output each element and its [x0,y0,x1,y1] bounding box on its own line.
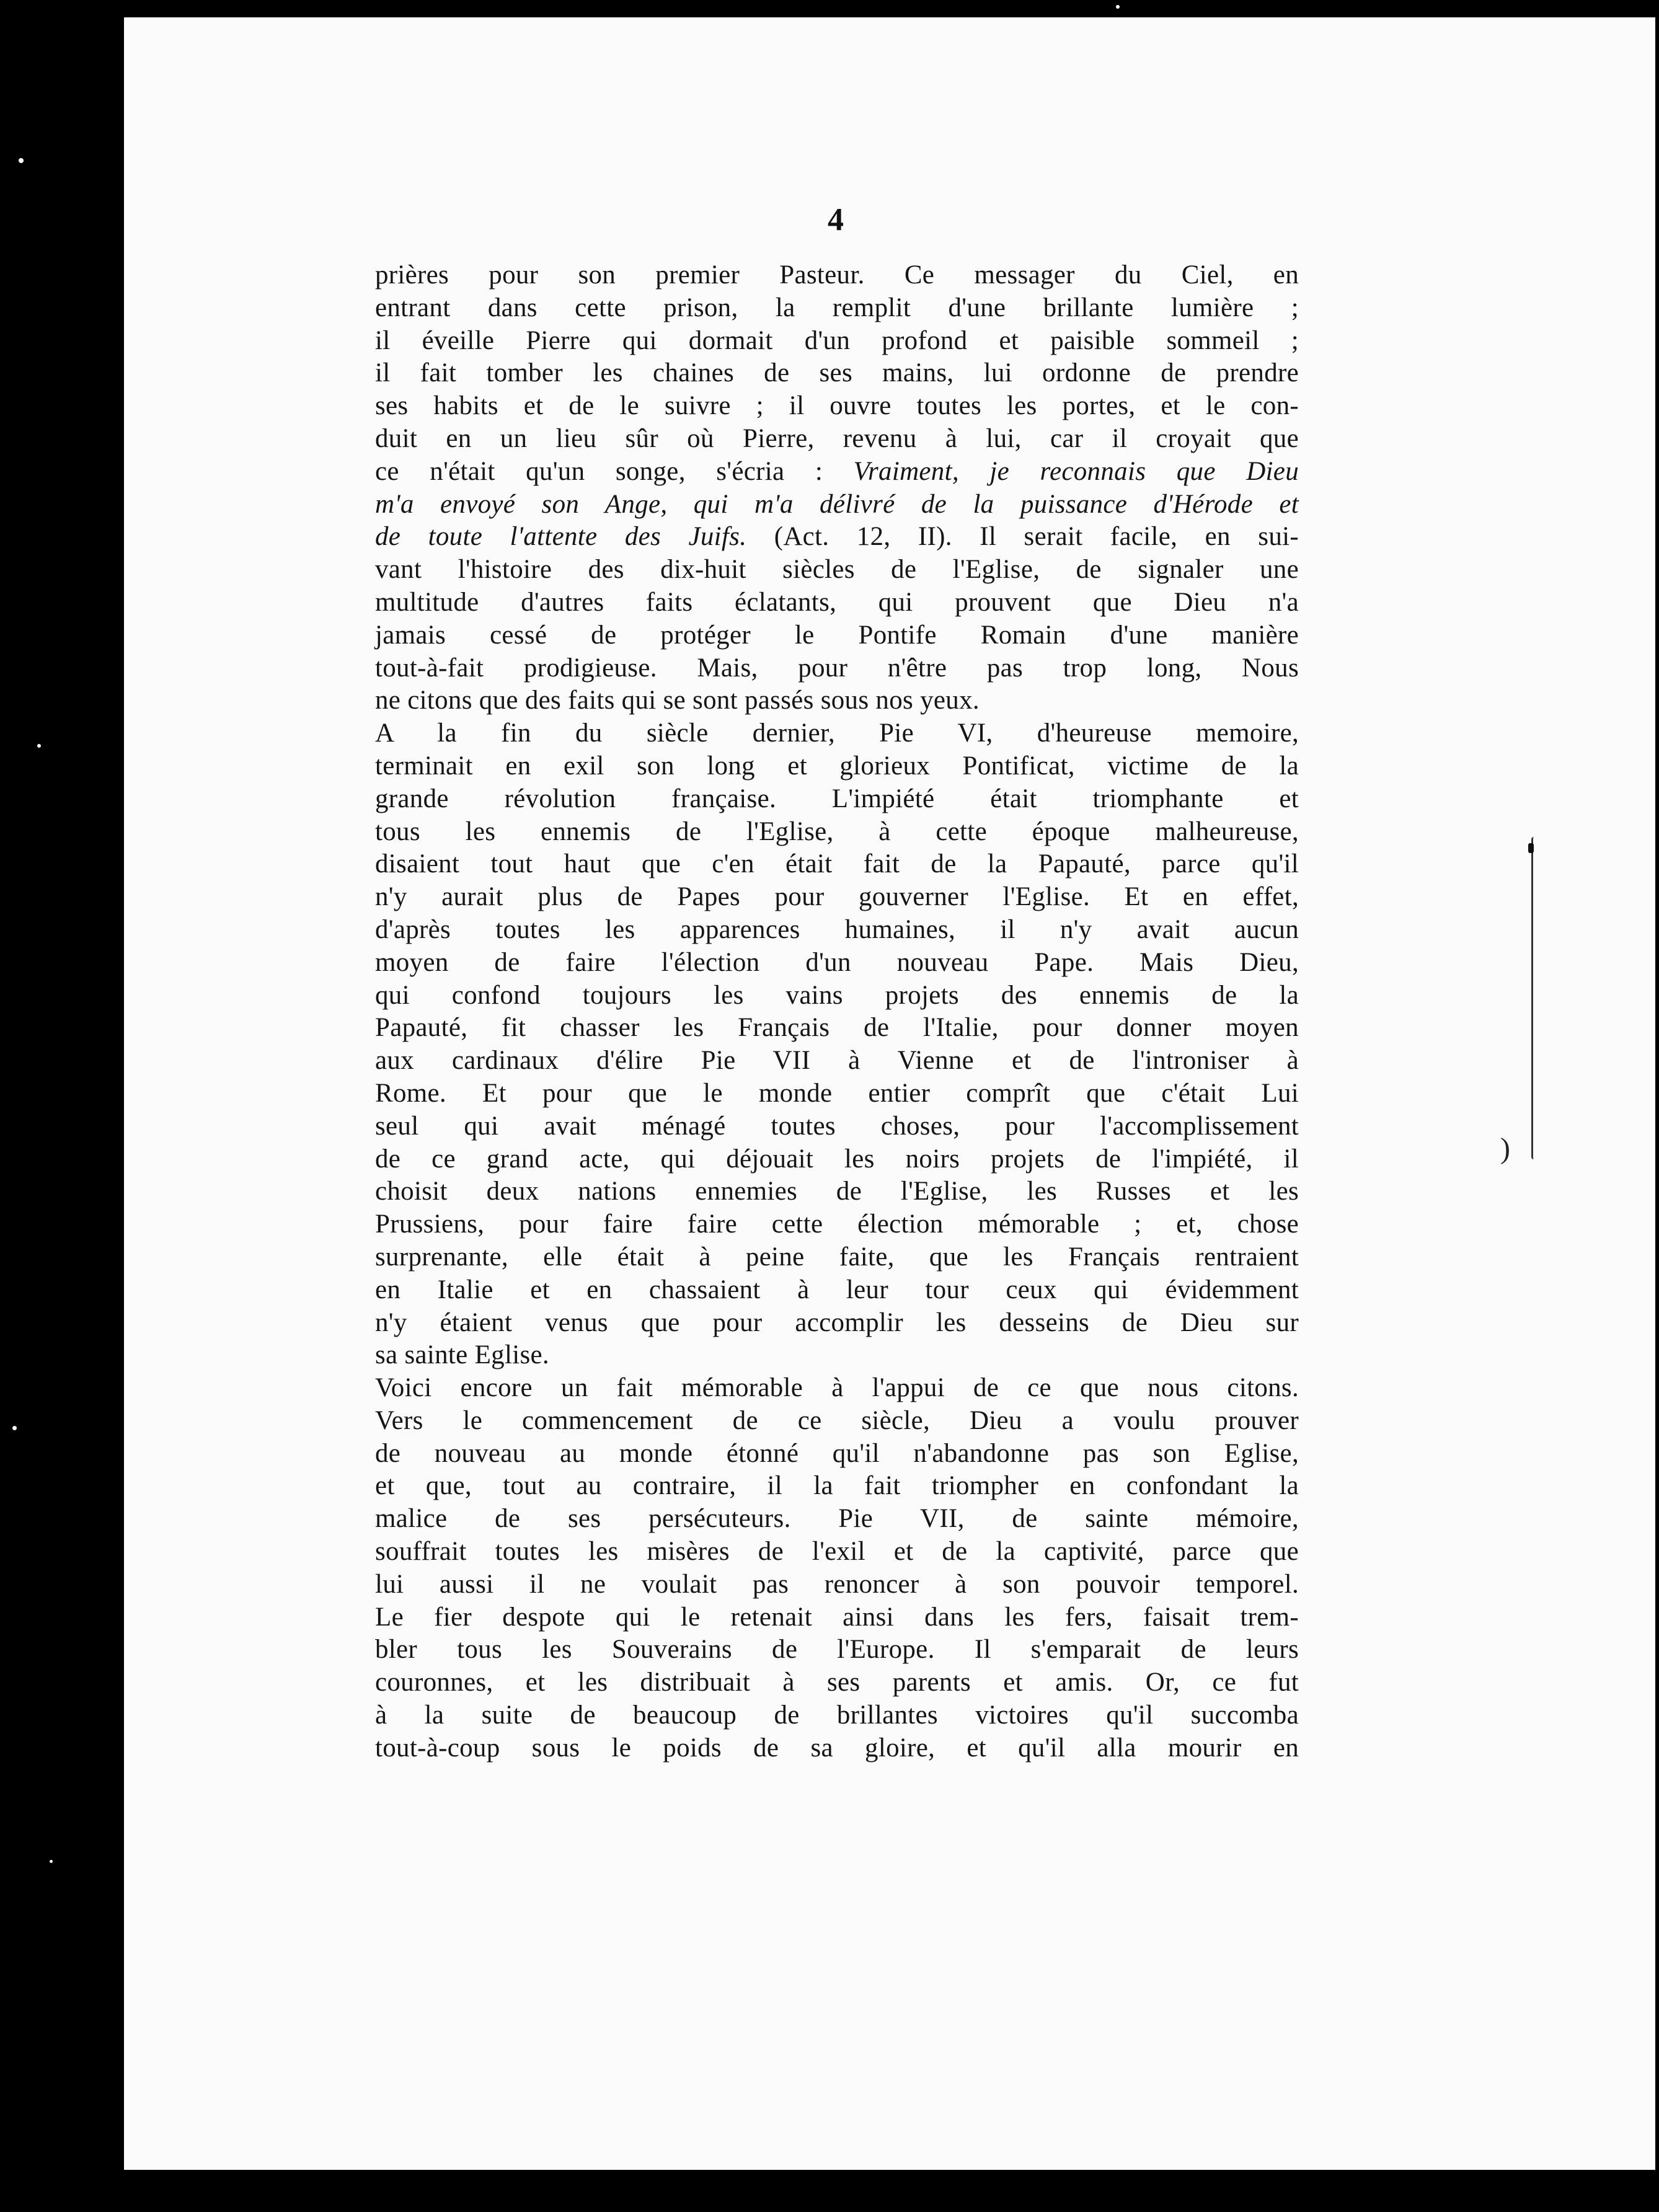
body-text [375,259,1299,1765]
text-line: entrant dans cette prison, la remplit d'une brillante lumière ; [375,293,1299,322]
text-line: à la suite de beaucoup de brillantes victoires qu'il succomba [375,1701,1299,1730]
text-line: Le fier despote qui le retenait ainsi dans les fers, faisait trem- [375,1602,1299,1632]
text-line: jamais cessé de protéger le Pontife Romain d'une manière [375,620,1299,650]
text-line: bler tous les Souverains de l'Europe. Il s'emparait de leurs [375,1635,1299,1665]
text-line: grande révolution française. L'impiété était triomphante et [375,784,1299,813]
text-line: de ce grand acte, qui déjouait les noirs projets de l'impiété, il [375,1144,1299,1174]
text-line: Rome. Et pour que le monde entier comprît que c'était Lui [375,1078,1299,1108]
scan-speck [50,1860,53,1863]
text-line: Voici encore un fait mémorable à l'appui de ce que nous citons. [375,1373,1299,1403]
text-line: vant l'histoire des dix-huit siècles de l'Eglise, de signaler une [375,555,1299,585]
text-line: terminait en exil son long et glorieux Pontificat, victime de la [375,751,1299,781]
text-line: disaient tout haut que c'en était fait de la Papauté, parce qu'il [375,849,1299,879]
text-line: souffrait toutes les misères de l'exil et de la captivité, parce que [375,1537,1299,1567]
text-line: surprenante, elle était à peine faite, que les Français rentraient [375,1242,1299,1272]
text-line: seul qui avait ménagé toutes choses, pour l'accomplissement [375,1111,1299,1141]
scan-speck [19,158,24,163]
text-line: prières pour son premier Pasteur. Ce messager du Ciel, en [375,260,1299,290]
text-line: de nouveau au monde étonné qu'il n'abandonne pas son Eglise, [375,1438,1299,1468]
margin-dot-mark [1528,843,1534,853]
margin-paren-mark: ) [1500,1132,1510,1165]
text-line: il fait tomber les chaines de ses mains, lui ordonne de prendre [375,358,1299,388]
text-line: ne citons que des faits qui se sont passés sous nos yeux. [375,686,980,715]
text-line: tout-à-coup sous le poids de sa gloire, et qu'il alla mourir en [375,1733,1299,1763]
text-line: aux cardinaux d'élire Pie VII à Vienne et de l'introniser à [375,1046,1299,1076]
scan-speck [12,1426,17,1430]
text-line: d'après toutes les apparences humaines, il n'y avait aucun [375,914,1299,944]
text-line: ses habits et de le suivre ; il ouvre toutes les portes, et le con- [375,391,1299,421]
text-line: lui aussi il ne voulait pas renoncer à son pouvoir temporel. [375,1569,1299,1599]
text-line: duit en un lieu sûr où Pierre, revenu à lui, car il croyait que [375,423,1299,453]
text-line: en Italie et en chassaient à leur tour ceux qui évidemment [375,1275,1299,1304]
text-line: de toute l'attente des Juifs. (Act. 12, II). Il serait facile, en sui- [375,522,1299,552]
text-line: tout-à-fait prodigieuse. Mais, pour n'être pas trop long, Nous [375,653,1299,683]
page-number: 4 [828,202,844,237]
text-line: Prussiens, pour faire faire cette élection mémorable ; et, chose [375,1210,1299,1239]
text-line: sa sainte Eglise. [375,1340,549,1370]
text-line: couronnes, et les distribuait à ses parents et amis. Or, ce fut [375,1668,1299,1697]
text-line: multitude d'autres faits éclatants, qui prouvent que Dieu n'a [375,587,1299,617]
text-line: Vers le commencement de ce siècle, Dieu a voulu prouver [375,1405,1299,1435]
text-line: n'y étaient venus que pour accomplir les desseins de Dieu sur [375,1307,1299,1337]
text-line: qui confond toujours les vains projets des ennemis de la [375,980,1299,1010]
text-line: tous les ennemis de l'Eglise, à cette époque malheureuse, [375,816,1299,846]
text-line: ce n'était qu'un songe, s'écria : Vraiment, je reconnais que Dieu [375,456,1299,486]
text-line: et que, tout au contraire, il la fait triompher en confondant la [375,1471,1299,1501]
text-line: Papauté, fit chasser les Français de l'Italie, pour donner moyen [375,1013,1299,1043]
scan-speck [37,744,41,748]
text-line: moyen de faire l'élection d'un nouveau Pape. Mais Dieu, [375,947,1299,977]
text-line: A la fin du siècle dernier, Pie VI, d'heureuse memoire, [375,719,1299,748]
text-line: m'a envoyé son Ange, qui m'a délivré de la puissance d'Hérode et [375,489,1299,519]
scan-speck [1116,5,1120,9]
text-line: il éveille Pierre qui dormait d'un profond et paisible sommeil ; [375,325,1299,355]
margin-bracket-mark [1531,837,1538,1159]
text-line: malice de ses persécuteurs. Pie VII, de sainte mémoire, [375,1504,1299,1534]
text-line: choisit deux nations ennemies de l'Eglise, les Russes et les [375,1177,1299,1206]
text-line: n'y aurait plus de Papes pour gouverner l'Eglise. Et en effet, [375,882,1299,912]
